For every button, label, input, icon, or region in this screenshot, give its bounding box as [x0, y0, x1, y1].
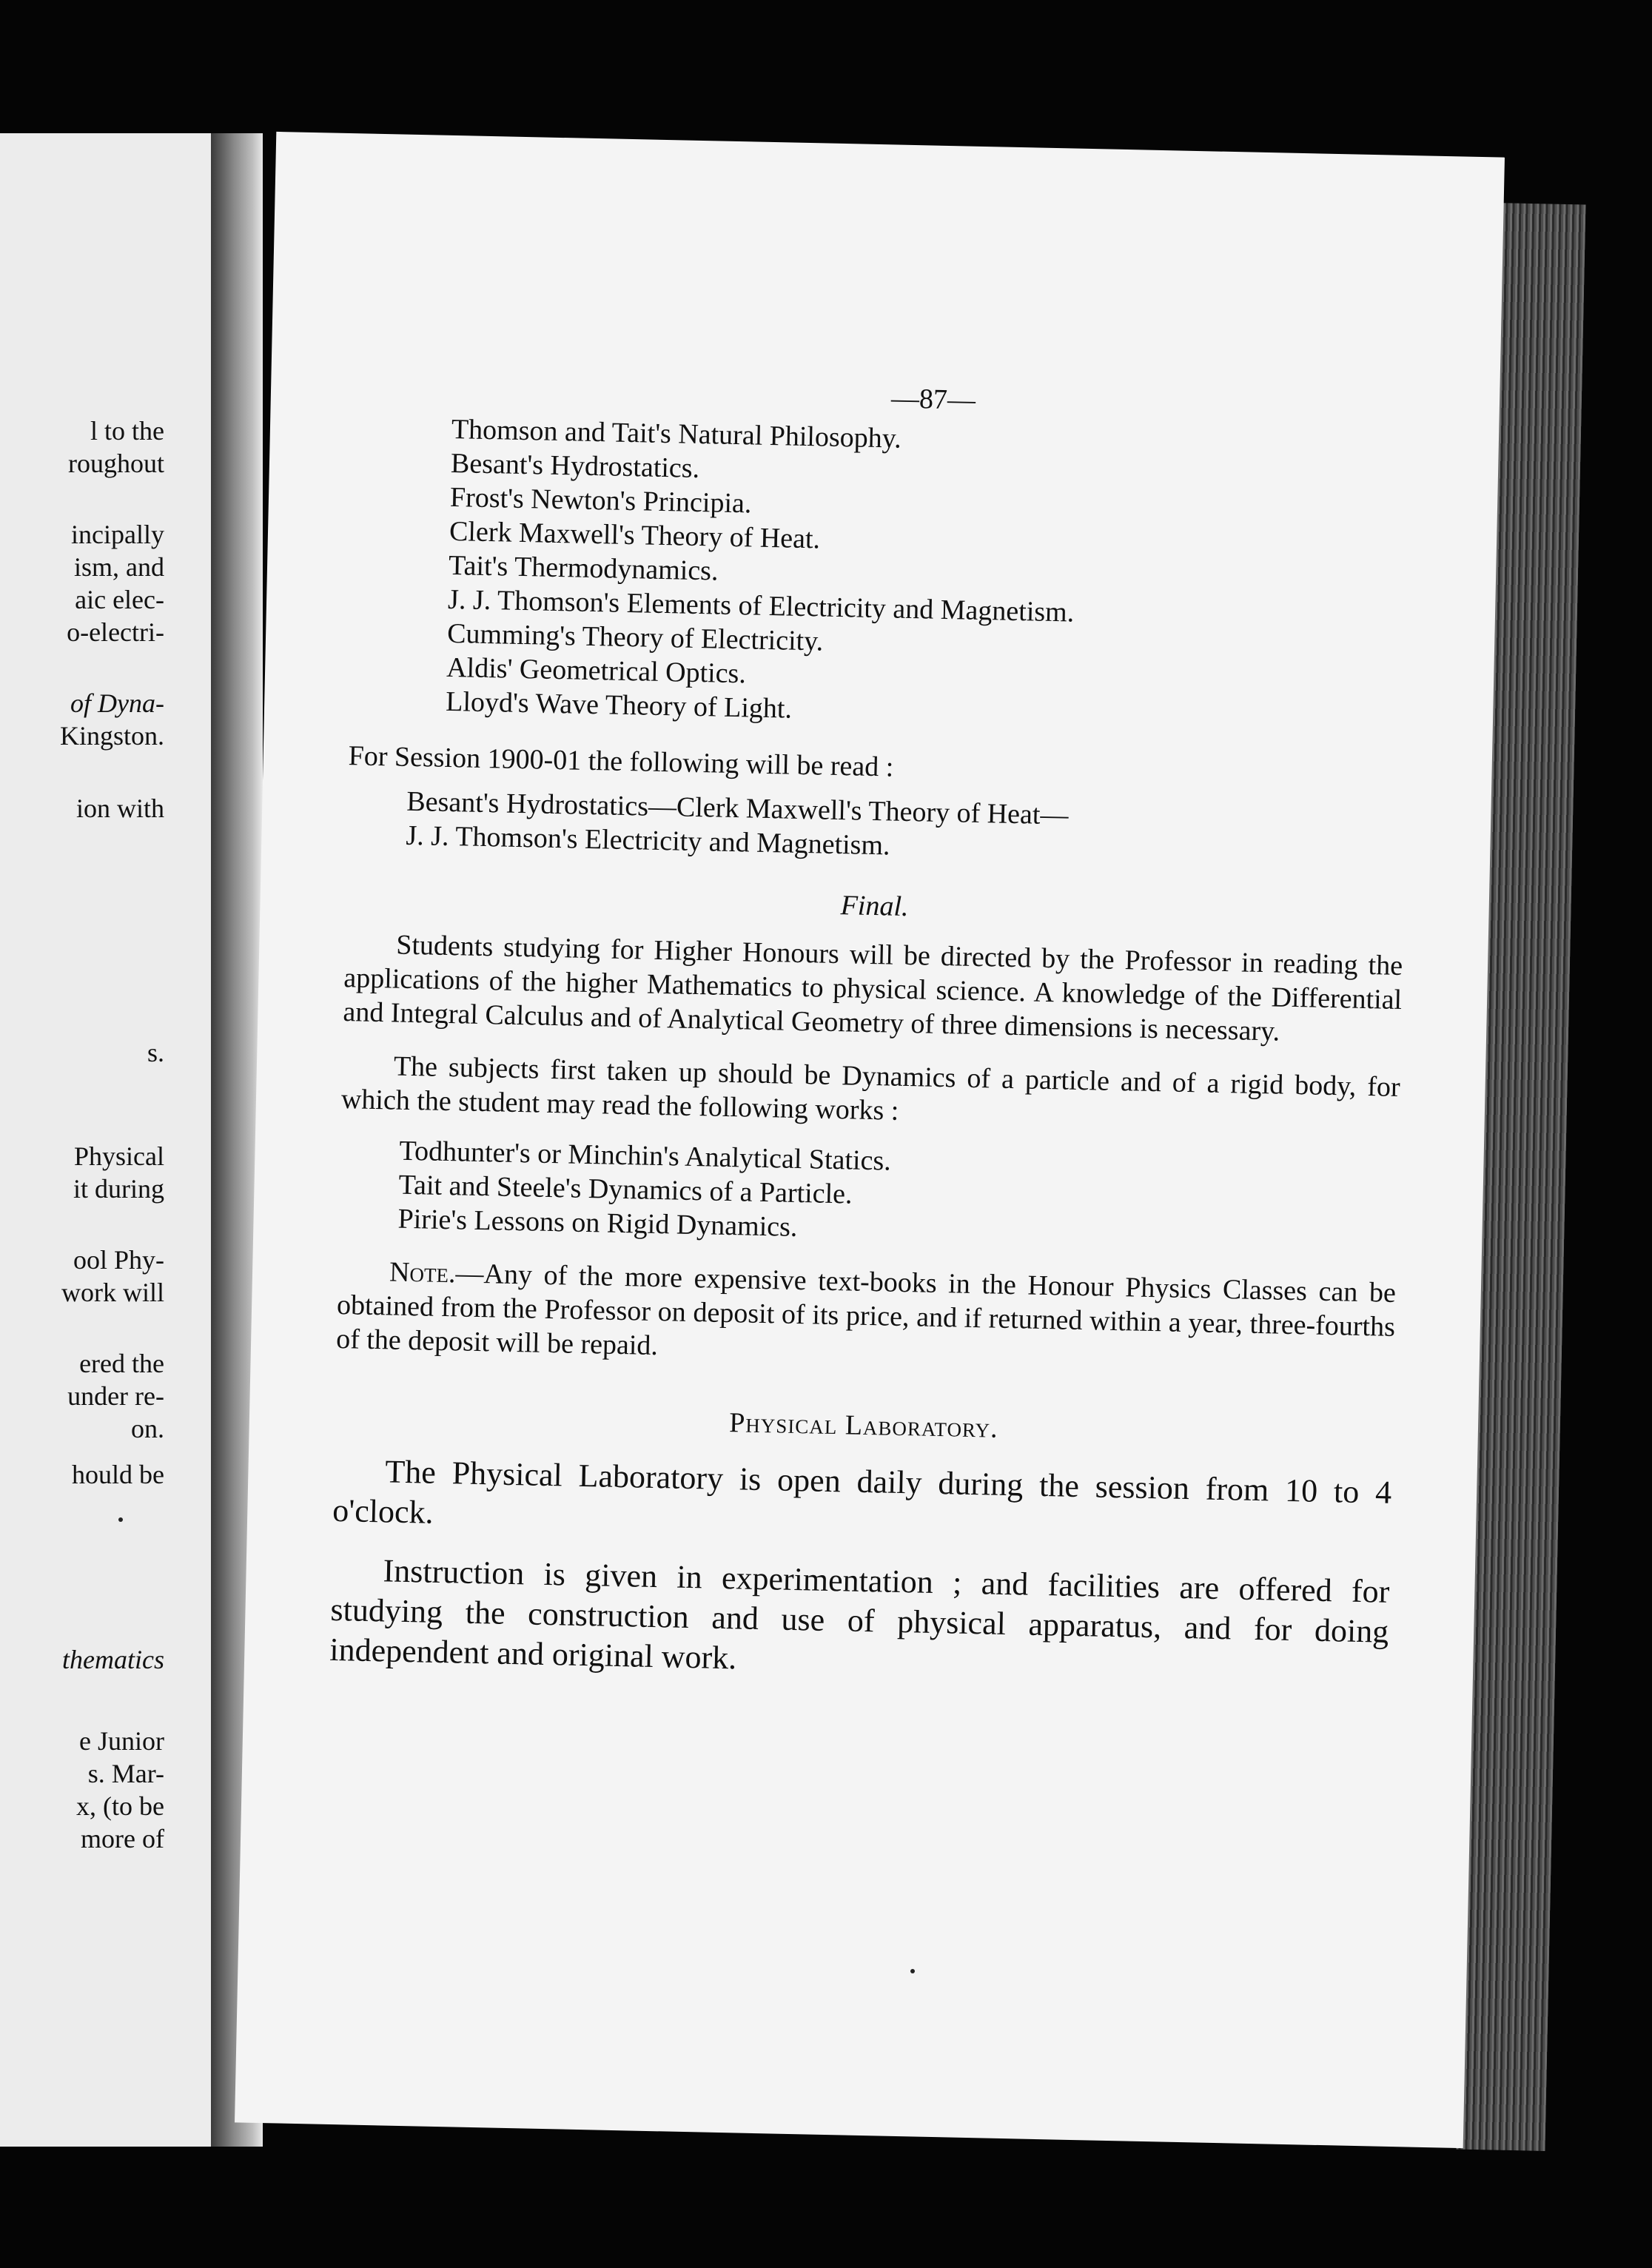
- lab-heading: Physical Laboratory.: [728, 1407, 999, 1444]
- work-item: Tait and Steele's Dynamics of a Particle.: [398, 1169, 853, 1210]
- left-page-text-fragment: l to the: [90, 416, 164, 446]
- left-page-text-fragment: work will: [61, 1278, 164, 1307]
- book-item: Frost's Newton's Principia.: [449, 481, 752, 520]
- book-item: Clerk Maxwell's Theory of Heat.: [449, 515, 821, 555]
- session-reading-line: J. J. Thomson's Electricity and Magnetism.: [406, 819, 890, 862]
- left-page-text-fragment: e Junior: [79, 1726, 164, 1756]
- left-page-text-fragment: ool Phy-: [73, 1245, 164, 1275]
- final-paragraph-1: Students studying for Higher Honours will be directed by the Professor in reading the applications of the higher Mathematics to physical science. A knowledge of the Differential and Integral Calculus and of Analytical Geometry of three dimensions is necessary.: [343, 929, 1403, 1047]
- book-item: Aldis' Geometrical Optics.: [446, 651, 747, 690]
- book-item: Thomson and Tait's Natural Philosophy.: [451, 413, 902, 454]
- left-page-text-fragment: hould be: [72, 1460, 164, 1489]
- works-list: [397, 1134, 1399, 1257]
- left-page-text-fragment: on.: [131, 1414, 164, 1443]
- left-page-text-fragment: under re-: [67, 1381, 164, 1411]
- left-page-text-fragment: o-electri-: [67, 617, 164, 647]
- left-page-text-fragment: Kingston.: [59, 721, 164, 751]
- book-item: Besant's Hydrostatics.: [450, 447, 700, 484]
- left-page-text-fragment: ion with: [75, 794, 164, 823]
- left-page-text-fragment: of Dyna-: [70, 688, 164, 718]
- left-page-text-fragment: x, (to be: [76, 1791, 164, 1821]
- book-item: Tait's Thermodynamics.: [448, 549, 719, 587]
- session-reading-list: [406, 785, 1406, 873]
- session-reading-line: Besant's Hydrostatics—Clerk Maxwell's Theory of Heat—: [406, 785, 1069, 831]
- lab-paragraph-1: The Physical Laboratory is open daily during the session from 10 to 4 o'clock.: [332, 1453, 1392, 1531]
- lab-paragraph-2: Instruction is given in experimentation ; and facilities are offered for studying the construction and use of physical apparatus, and for doing independent and original work.: [329, 1552, 1390, 1677]
- final-paragraph-2: The subjects first taken up should be Dynamics of a particle and of a rigid body, for which the student may read the following works :: [340, 1050, 1401, 1127]
- textbook-list: [446, 412, 1414, 739]
- note-label: Note.: [389, 1256, 456, 1289]
- left-page-text-fragment: roughout: [68, 449, 164, 478]
- page-content: [329, 370, 1414, 1692]
- session-intro: For Session 1900-01 the following will be read :: [348, 740, 894, 783]
- left-page-text-fragment: it during: [73, 1174, 164, 1204]
- left-page-text-fragment: thematics: [62, 1645, 164, 1674]
- left-page-text-fragment: aic elec-: [75, 585, 164, 614]
- left-page-text-fragment: s. Mar-: [87, 1759, 164, 1788]
- note-text: —Any of the more expensive text-books in the Honour Physics Classes can be obtained from the Professor on deposit of its price, and if returned within a year, three-fourths of the deposit will be repaid.: [335, 1258, 1397, 1362]
- left-page-text-fragment: s.: [147, 1038, 164, 1067]
- deposit-note: [336, 1254, 1397, 1378]
- left-page-text-fragment: incipally: [71, 520, 164, 549]
- left-page-text-fragment: more of: [81, 1824, 164, 1853]
- left-page-text-fragment: Physical: [74, 1141, 164, 1171]
- ink-speck: [118, 1517, 123, 1522]
- book-item: Cumming's Theory of Electricity.: [446, 617, 824, 657]
- book-item: Lloyd's Wave Theory of Light.: [445, 685, 793, 725]
- work-item: Pirie's Lessons on Rigid Dynamics.: [397, 1203, 798, 1243]
- left-page-text-fragment: ered the: [79, 1349, 164, 1378]
- ink-speck: [910, 1969, 915, 1973]
- book-item: J. J. Thomson's Elements of Electricity and Magnetism.: [447, 583, 1075, 628]
- final-heading: Final.: [840, 890, 909, 923]
- book-page: [235, 132, 1505, 2148]
- work-item: Todhunter's or Minchin's Analytical Statics.: [399, 1135, 892, 1177]
- left-page-text-fragment: ism, and: [74, 552, 164, 582]
- previous-page-fragment: [0, 133, 215, 2147]
- page-number: —87—: [890, 383, 976, 416]
